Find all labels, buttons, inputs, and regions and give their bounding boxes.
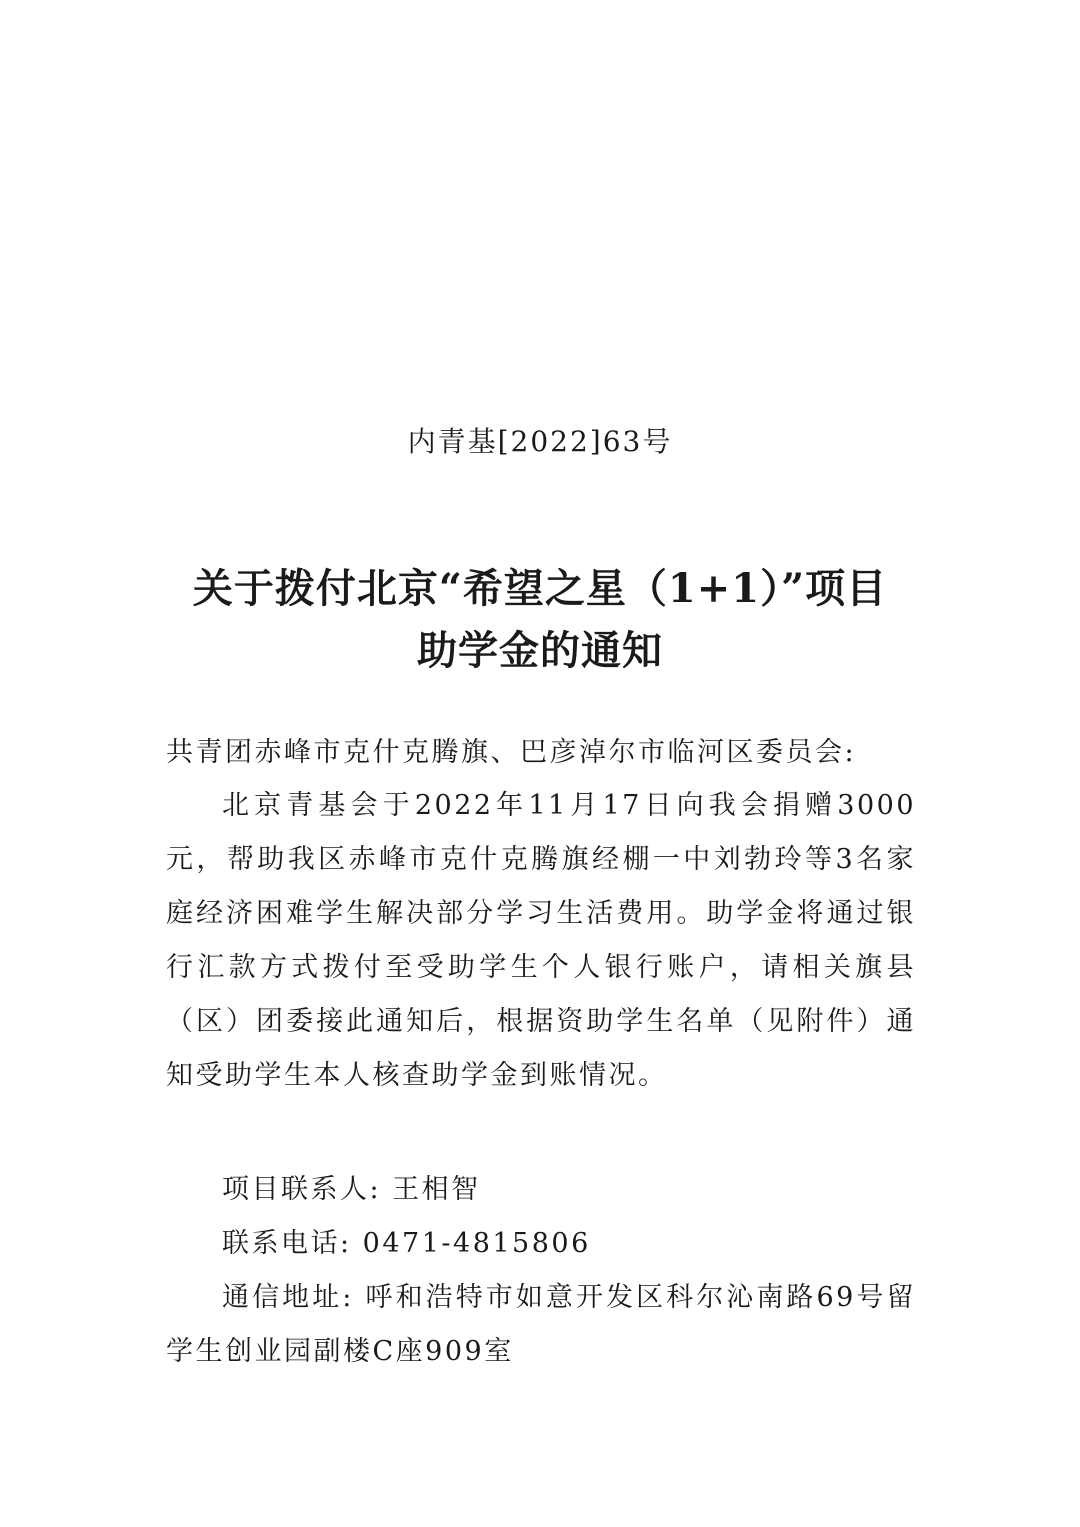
body-paragraph: 北京青基会于2022年11月17日向我会捐赠3000元，帮助我区赤峰市克什克腾旗经棚一中刘勃玲等3名家庭经济困难学生解决部分学习生活费用。助学金将通过银行汇款方式拨付至受助学生个人银行账户，请相关旗县（区）团委接此通知后，根据资助学生名单（见附件）通知受助学生本人核查助学金到账情况。 [166, 790, 916, 1091]
contact-person: 项目联系人: 王相智 [222, 1174, 481, 1205]
salutation: 共青团赤峰市克什克腾旗、巴彦淖尔市临河区委员会: [166, 737, 857, 768]
document-title [0, 558, 1080, 682]
contact-phone: 联系电话: 0471-4815806 [222, 1228, 591, 1259]
contact-address: 通信地址: 呼和浩特市如意开发区科尔沁南路69号留学生创业园副楼C座909室 [166, 1282, 916, 1367]
document-number: 内青基[2022]63号 [407, 425, 673, 458]
title-line-1: 关于拨付北京“希望之星（1+1）”项目 [192, 565, 888, 612]
document-body [166, 727, 916, 1379]
title-line-2: 助学金的通知 [417, 627, 663, 674]
contact-block [166, 1163, 916, 1379]
